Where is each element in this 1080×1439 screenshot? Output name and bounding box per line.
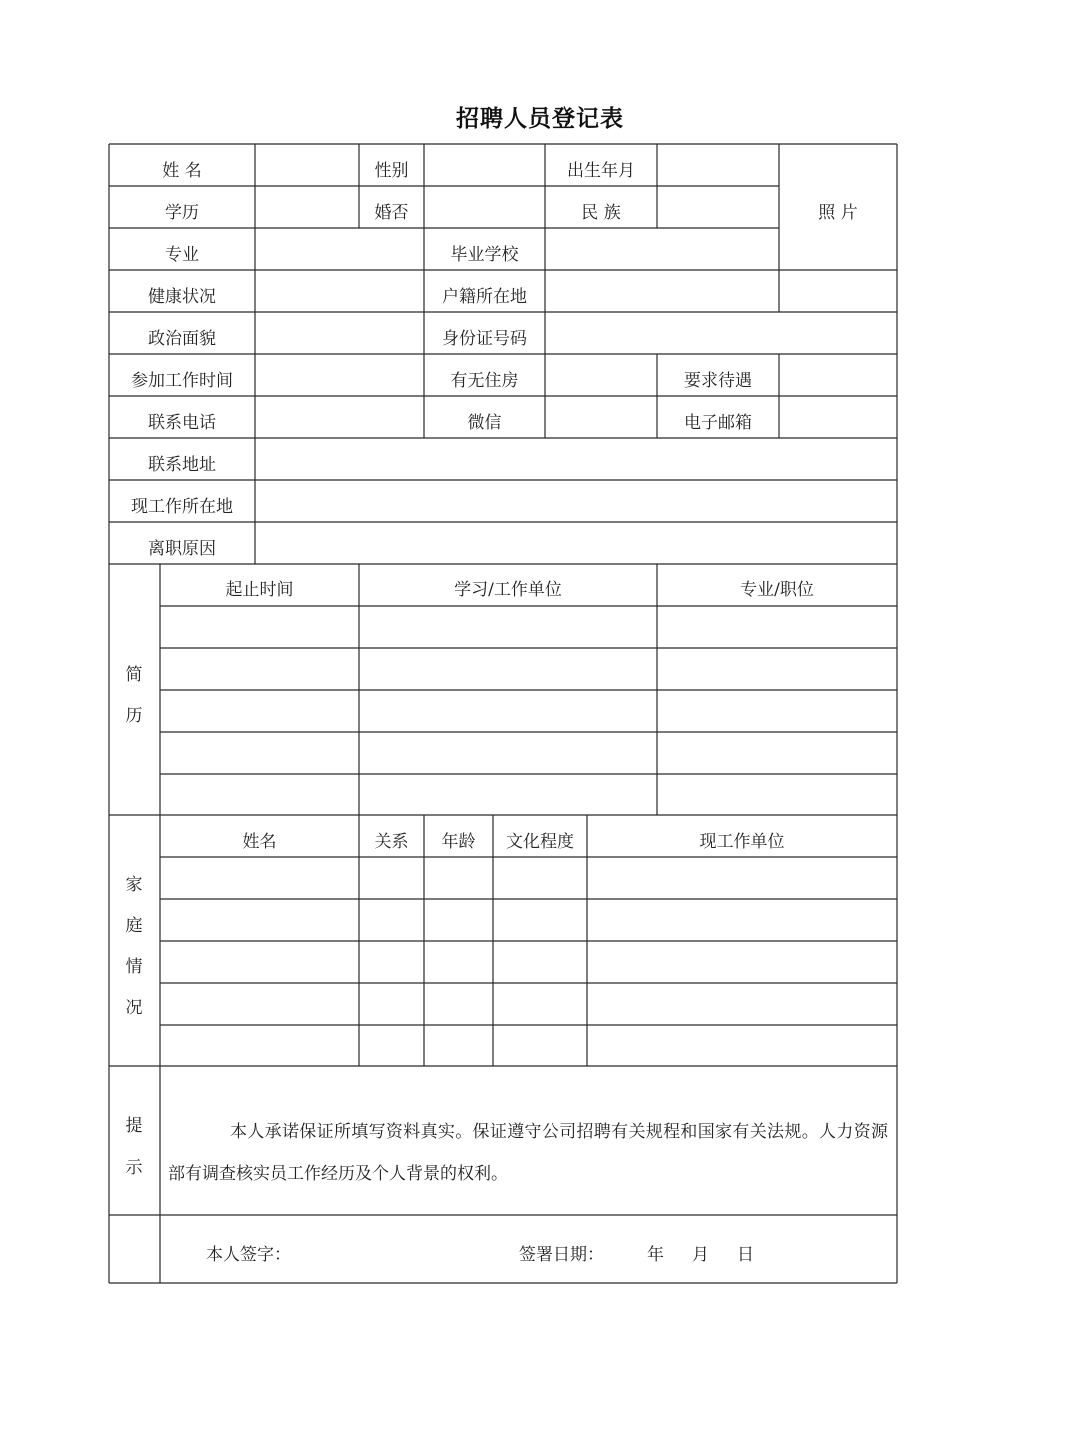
date-month: 月 bbox=[692, 1245, 709, 1265]
family-label-char-3: 情 bbox=[125, 957, 143, 977]
school-field[interactable] bbox=[546, 229, 778, 269]
resume-col-organization: 学习/工作单位 bbox=[454, 580, 562, 600]
birth-field[interactable] bbox=[658, 145, 778, 185]
email-label: 电子邮箱 bbox=[684, 413, 752, 433]
hukou-label: 户籍所在地 bbox=[442, 287, 527, 307]
major-label: 专业 bbox=[165, 245, 199, 265]
wechat-field[interactable] bbox=[546, 397, 656, 437]
ethnicity-label: 民 族 bbox=[581, 203, 621, 223]
resume-row[interactable] bbox=[161, 691, 897, 731]
leave-reason-field[interactable] bbox=[256, 523, 896, 563]
date-year: 年 bbox=[647, 1245, 664, 1265]
family-row[interactable] bbox=[161, 900, 897, 940]
phone-label: 联系电话 bbox=[148, 413, 216, 433]
work-start-label: 参加工作时间 bbox=[131, 371, 233, 391]
work-location-field[interactable] bbox=[256, 481, 896, 521]
phone-field[interactable] bbox=[256, 397, 423, 437]
education-field[interactable] bbox=[256, 187, 358, 227]
address-field[interactable] bbox=[256, 439, 896, 479]
housing-label: 有无住房 bbox=[450, 371, 519, 391]
address-label: 联系地址 bbox=[148, 455, 216, 475]
name-label: 姓 名 bbox=[162, 161, 202, 181]
notice-text: 本人承诺保证所填写资料真实。保证遵守公司招聘有关规程和国家有关法规。人力资源部有调查核实员工作经历及个人背景的权利。 bbox=[168, 1122, 888, 1184]
gender-label: 性别 bbox=[374, 161, 409, 181]
resume-row[interactable] bbox=[161, 649, 897, 689]
school-label: 毕业学校 bbox=[450, 245, 519, 265]
major-field[interactable] bbox=[256, 229, 423, 269]
political-field[interactable] bbox=[256, 313, 423, 353]
family-row[interactable] bbox=[161, 942, 897, 982]
resume-row[interactable] bbox=[161, 733, 897, 773]
family-label-char-1: 家 bbox=[125, 875, 143, 895]
notice-label-char-2: 示 bbox=[125, 1158, 143, 1178]
date-day: 日 bbox=[737, 1245, 754, 1265]
signature-field[interactable] bbox=[290, 1230, 490, 1270]
resume-row[interactable] bbox=[161, 775, 897, 814]
family-col-education: 文化程度 bbox=[506, 832, 574, 852]
email-field[interactable] bbox=[780, 397, 896, 437]
work-start-field[interactable] bbox=[256, 355, 423, 395]
family-row[interactable] bbox=[161, 984, 897, 1024]
family-row[interactable] bbox=[161, 1026, 897, 1065]
health-label: 健康状况 bbox=[148, 287, 216, 307]
marital-label: 婚否 bbox=[374, 203, 409, 223]
id-number-label: 身份证号码 bbox=[442, 329, 527, 349]
marital-field[interactable] bbox=[425, 187, 544, 227]
education-label: 学历 bbox=[165, 203, 199, 223]
form-title: 招聘人员登记表 bbox=[456, 106, 624, 132]
family-col-age: 年龄 bbox=[441, 832, 476, 852]
ethnicity-field[interactable] bbox=[658, 187, 778, 227]
family-col-employer: 现工作单位 bbox=[699, 832, 785, 852]
leave-reason-label: 离职原因 bbox=[148, 539, 216, 559]
resume-label-char-2: 历 bbox=[125, 706, 143, 726]
photo-field[interactable] bbox=[780, 145, 896, 269]
hukou-field[interactable] bbox=[546, 271, 778, 311]
notice-label-char-1: 提 bbox=[125, 1116, 143, 1136]
resume-label-char-1: 简 bbox=[125, 665, 143, 685]
salary-label: 要求待遇 bbox=[684, 371, 752, 391]
salary-field[interactable] bbox=[780, 355, 896, 395]
family-col-relation: 关系 bbox=[374, 832, 409, 852]
family-row[interactable] bbox=[161, 858, 897, 898]
work-location-label: 现工作所在地 bbox=[131, 497, 233, 517]
family-label-char-2: 庭 bbox=[125, 916, 143, 936]
housing-field[interactable] bbox=[546, 355, 656, 395]
gender-field[interactable] bbox=[425, 145, 544, 185]
resume-row[interactable] bbox=[161, 607, 897, 647]
family-label-char-4: 况 bbox=[125, 998, 143, 1018]
family-col-name: 姓名 bbox=[242, 832, 277, 852]
id-number-field[interactable] bbox=[546, 313, 896, 353]
resume-col-position: 专业/职位 bbox=[740, 580, 814, 600]
photo-label: 照 片 bbox=[818, 203, 858, 223]
birth-label: 出生年月 bbox=[567, 161, 635, 181]
health-field[interactable] bbox=[256, 271, 423, 311]
resume-col-period: 起止时间 bbox=[225, 580, 294, 600]
signature-label: 本人签字： bbox=[206, 1245, 291, 1265]
wechat-label: 微信 bbox=[467, 413, 502, 433]
name-field[interactable] bbox=[256, 145, 358, 185]
political-label: 政治面貌 bbox=[148, 329, 216, 349]
date-label: 签署日期： bbox=[519, 1245, 604, 1265]
